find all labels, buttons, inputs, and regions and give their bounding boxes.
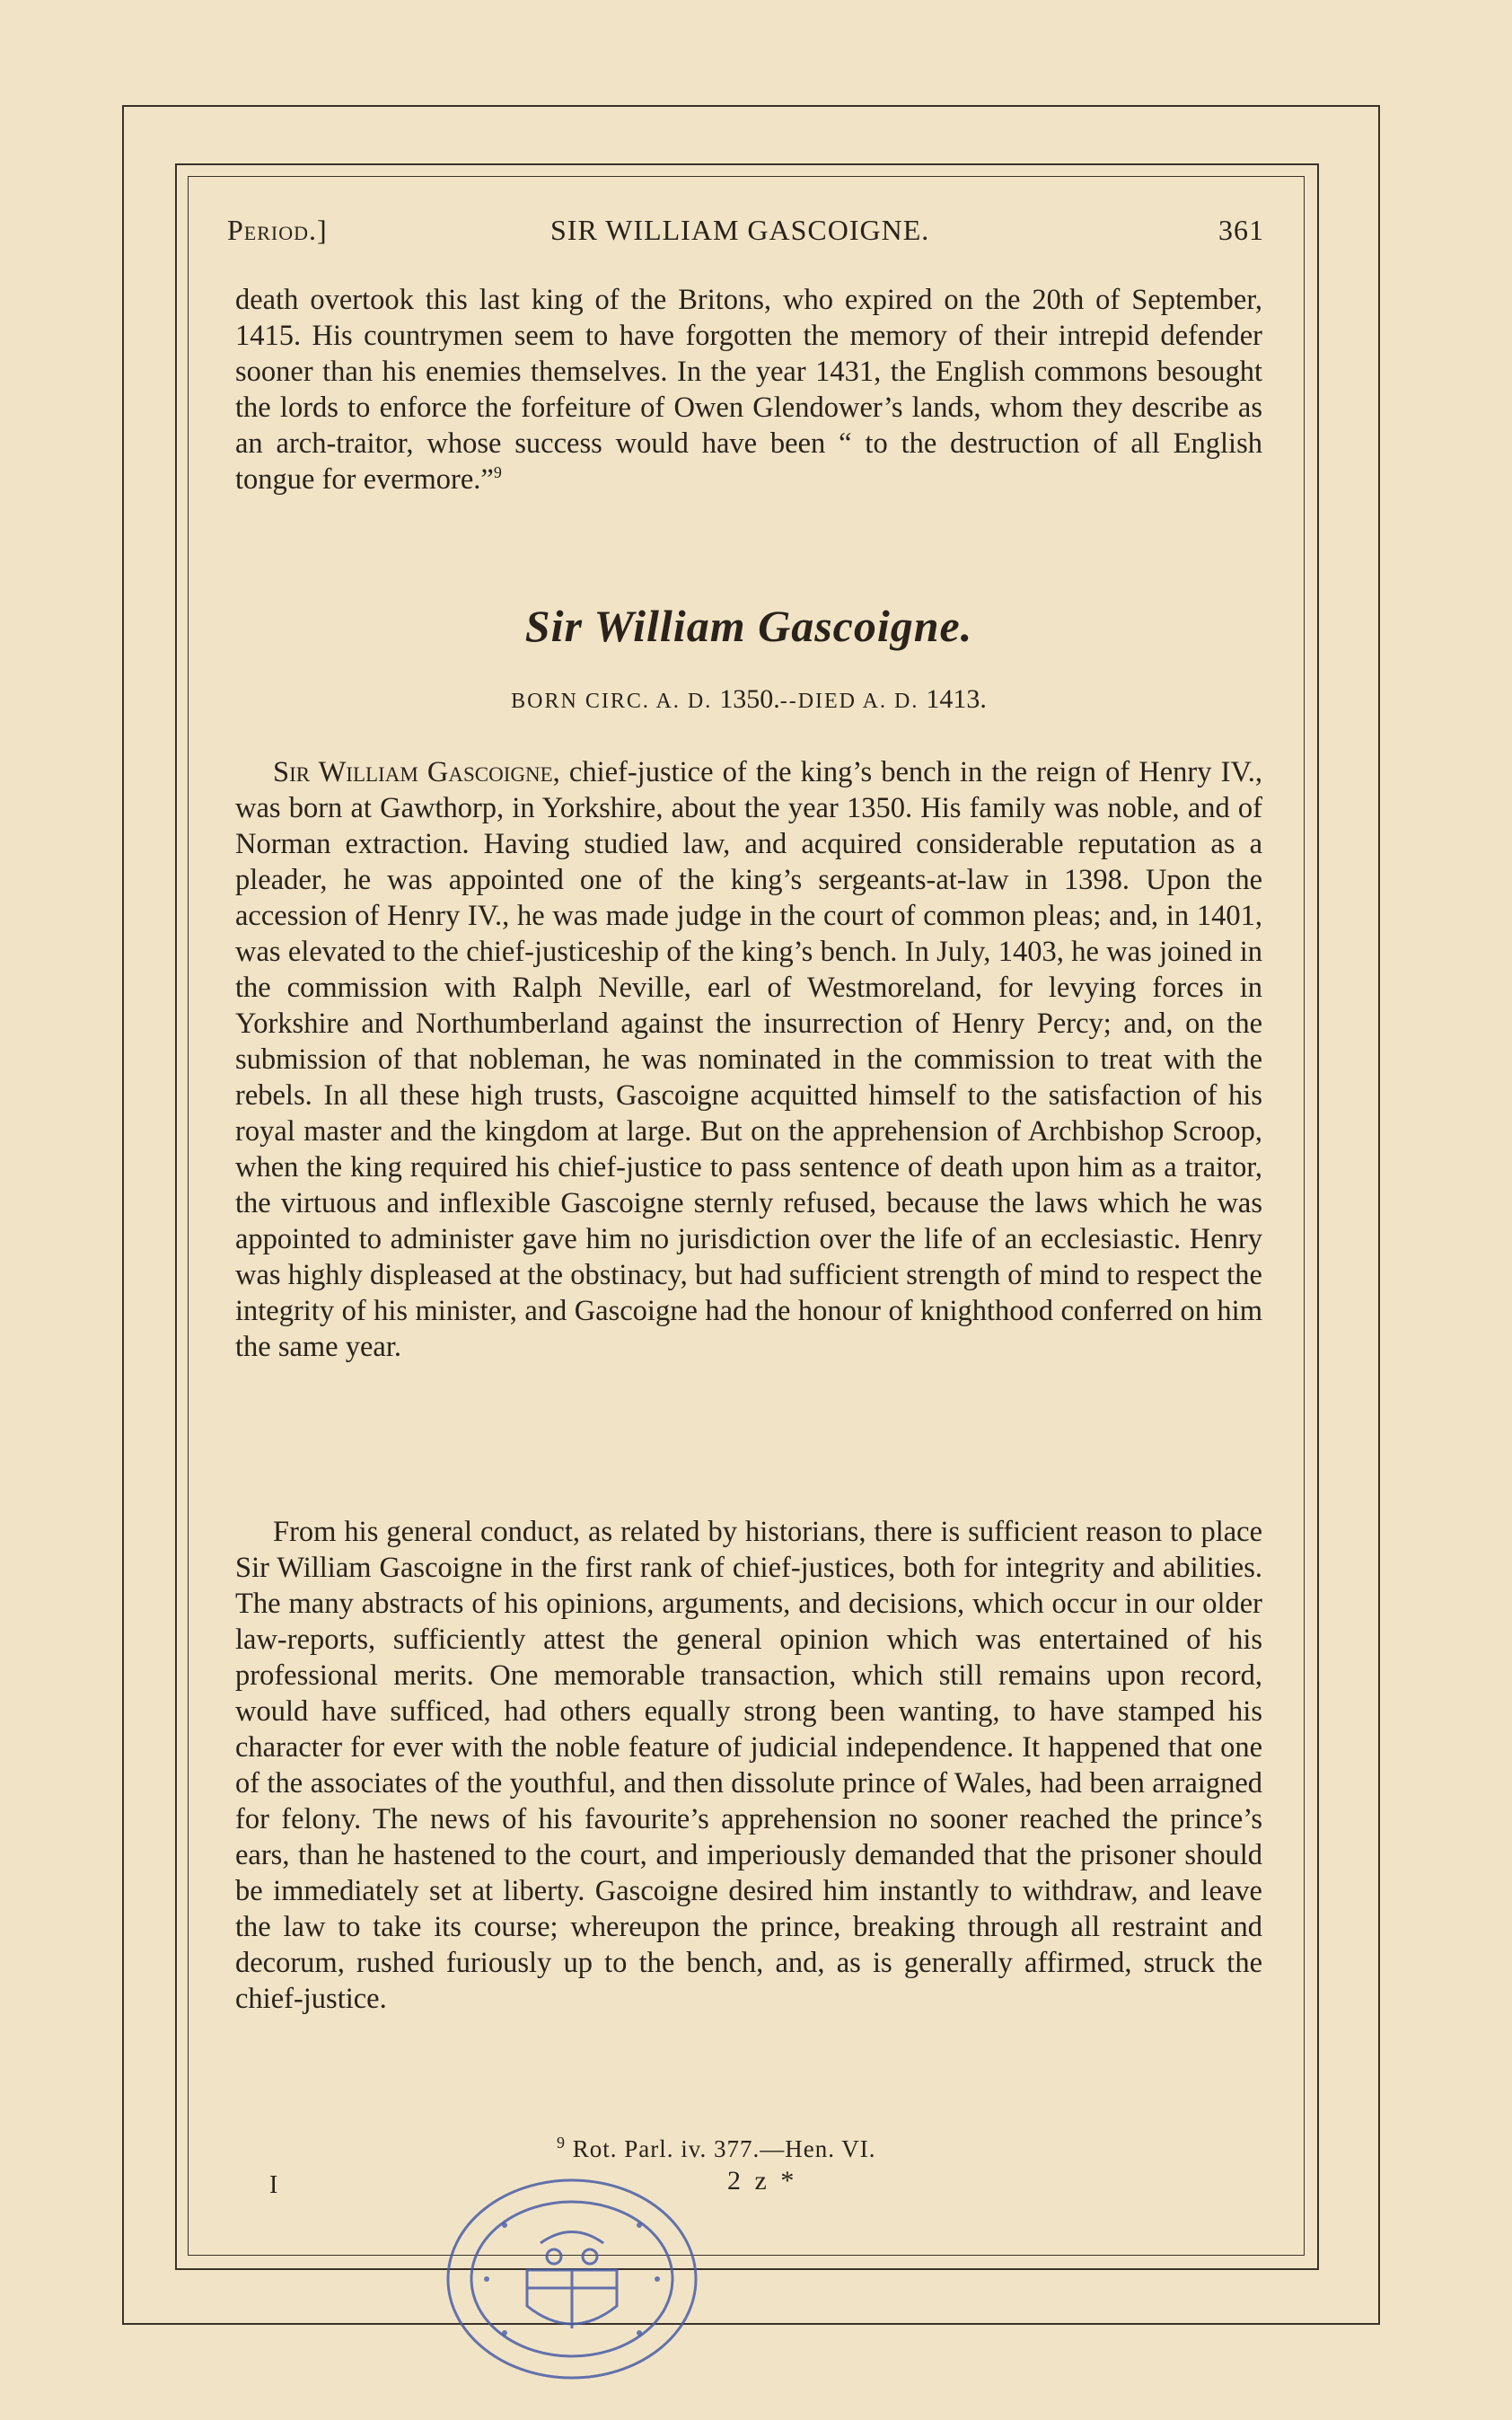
born-year: 1350. (719, 684, 780, 714)
para2-body: From his general conduct, as related by historians, there is sufficient reason to place Sir William Gascoigne in the first rank of chief-justices, both for integrity and abilities. The many abstracts of his opinions, arguments, and decisions, which occur in our older law-reports, sufficiently attest the general opinion which was entertained of his professional merits. One memorable transaction, which still remains upon record, would have sufficed, had others equally strong been wanting, to have stamped his character for ever with the noble feature of judicial independence. It happened that one of the associates of the youthful, and then dissolute prince of Wales, had been arraigned for felony. The news of his favourite’s apprehension no sooner reached the prince’s ears, than he hastened to the court, and imperiously demanded that the prisoner should be immediately set at liberty. Gascoigne desired him instantly to withdraw, and leave the law to take its course; whereupon the prince, breaking through all restraint and decorum, rushed furiously up to the bench, and, as is generally affirmed, struck the chief-justice. (235, 1516, 1262, 2015)
intro-paragraph (235, 282, 1262, 497)
signature-left: I (269, 2171, 278, 2199)
biography-paragraph-1 (235, 754, 1262, 1365)
signature-mark: 2 z * (727, 2166, 798, 2196)
section-dates (235, 684, 1262, 715)
page-number: 361 (1218, 214, 1264, 246)
running-head-title: SIR WILLIAM GASCOIGNE. (550, 214, 930, 246)
running-head (227, 214, 1264, 250)
died-year: 1413. (926, 684, 987, 714)
died-label: --DIED A. D. (779, 690, 919, 713)
born-label: BORN CIRC. A. D. (511, 690, 713, 713)
footnote (557, 2135, 876, 2163)
biography-paragraph-2 (235, 1514, 1262, 2017)
footnote-ref[interactable]: 9 (493, 463, 502, 482)
footnote-marker: 9 (557, 2134, 566, 2152)
running-head-left: Period.] (227, 214, 328, 246)
intro-text: death overtook this last king of the Britons, who expired on the 20th of September, 1415. His countrymen seem to have forgotten the memory of their intrepid defender sooner than his enemies themselves. In the year 1431, the English commons besought the lords to enforce the forfeiture of Owen Glendower’s lands, whom they describe as an arch-traitor, whose success would have been “ to the destruction of all English tongue for evermore.” (235, 284, 1262, 496)
lead-name: Sir William Gascoigne, (273, 756, 560, 788)
footnote-text: Rot. Parl. iv. 377.—Hen. VI. (572, 2135, 876, 2162)
library-stamp-icon (442, 2171, 702, 2387)
section-title: Sir William Gascoigne. (524, 601, 973, 651)
para1-body: chief-justice of the king’s bench in the reign of Henry IV., was born at Gawthorp, in Yorkshire, about the year 1350. His family was noble, and of Norman extraction. Having studied law, and acquired considerable reputation as a pleader, he was appointed one of the king’s sergeants-at-law in 1398. Upon the accession of Henry IV., he was made judge in the court of common pleas; and, in 1401, was elevated to the chief-justiceship of the king’s bench. In July, 1403, he was joined in the commission with Ralph Neville, earl of Westmoreland, for levying forces in Yorkshire and Northumberland against the insurrection of Henry Percy; and, on the submission of that nobleman, he was nominated in the commission to treat with the rebels. In all these high trusts, Gascoigne acquitted himself to the satisfaction of his royal master and the kingdom at large. But on the apprehension of Archbishop Scroop, when the king required his chief-justice to pass sentence of death upon him as a traitor, the virtuous and inflexible Gascoigne sternly refused, because the laws which he was appointed to administer gave him no jurisdiction over the life of an ecclesiastic. Henry was highly displeased at the obstinacy, but had sufficient strength of mind to respect the integrity of his minister, and Gascoigne had the honour of knighthood conferred on him the same year. (235, 756, 1262, 1363)
